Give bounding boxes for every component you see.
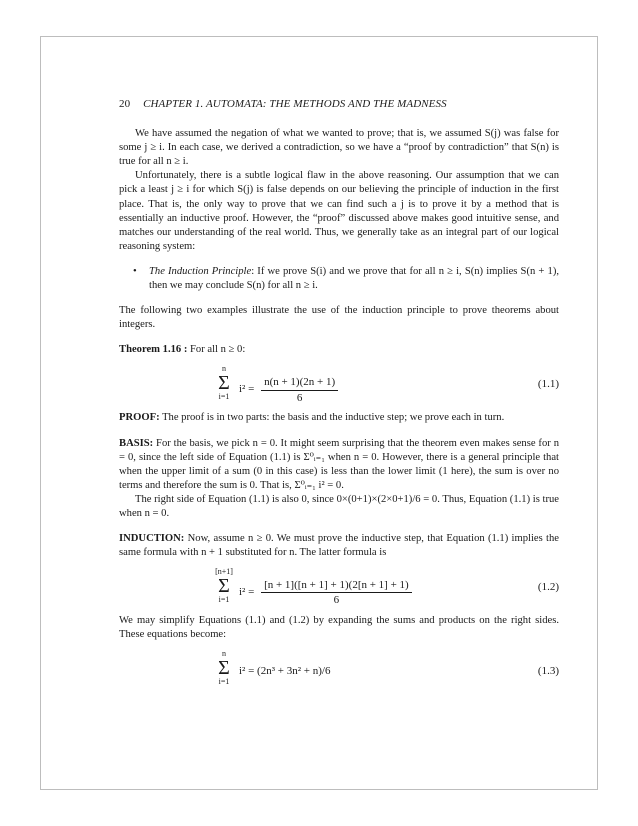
basis-text: For the basis, we pick n = 0. It might seem surprising that the theorem even makes sense for n = 0, since the left side of Equation (1.1) is Σ⁰ᵢ₌₁ when n = 0. However, there is a general principle that when the upper limit of a sum (0 in this case) is less than the lower limit (1 here), the sum is over no terms and therefore the sum is 0. That is, Σ⁰ᵢ₌₁ i² = 0.	[119, 437, 559, 491]
theorem-statement	[119, 343, 559, 357]
summation	[215, 650, 233, 686]
bullet-text: : If we prove S(i) and we prove that for all n ≥ i, S(n) implies S(n + 1), then we may conclude S(n) for all n ≥ i.	[149, 265, 559, 292]
numerator: n(n + 1)(2n + 1)	[261, 375, 338, 390]
theorem-text: For all n ≥ 0:	[187, 344, 246, 356]
fraction	[261, 375, 338, 404]
spacer	[119, 293, 559, 304]
basis-paragraph-2: The right side of Equation (1.1) is also 0, since 0×(0+1)×(2×0+1)/6 = 0. Thus, Equation (1.1) is true when n = 0.	[119, 493, 559, 519]
equation-rhs: i² = (2n³ + 3n² + n)/6	[239, 665, 331, 678]
running-title: CHAPTER 1. AUTOMATA: THE METHODS AND THE MADNESS	[143, 98, 447, 110]
sum-upper: n	[222, 649, 226, 659]
equation-body	[239, 578, 412, 607]
equation-lhs: i² =	[239, 586, 255, 599]
sum-lower: i=1	[218, 677, 230, 687]
running-header	[119, 97, 559, 111]
induction-text: Now, assume n ≥ 0. We must prove the inductive step, that Equation (1.1) implies the same formula with n + 1 substituted for n. The latter formula is	[119, 533, 559, 559]
equation-lhs: i² =	[239, 383, 255, 396]
spacer	[119, 426, 559, 437]
proof-label: PROOF:	[119, 412, 160, 424]
document-page	[40, 36, 598, 790]
equation-body	[239, 664, 330, 678]
induction-label: INDUCTION:	[119, 533, 185, 545]
spacer	[119, 254, 559, 265]
equation-1-1	[119, 365, 559, 403]
page-number: 20	[119, 98, 131, 110]
sum-upper: [n+1]	[215, 567, 233, 577]
sum-lower: i=1	[218, 595, 230, 605]
equation-tag: (1.1)	[537, 378, 559, 391]
proof-paragraph	[119, 411, 559, 425]
theorem-label: Theorem 1.16 :	[119, 344, 188, 356]
summation	[215, 568, 233, 604]
paragraph-4: We may simplify Equations (1.1) and (1.2) by expanding the sums and products on the right sides. These equations become:	[119, 615, 559, 641]
denominator: 6	[333, 594, 340, 607]
proof-text: The proof is in two parts: the basis and the inductive step; we prove each in turn.	[159, 412, 505, 424]
sum-upper: n	[222, 364, 226, 374]
equation-1-2	[119, 568, 559, 606]
basis-paragraph	[119, 437, 559, 493]
induction-principle-item	[119, 265, 559, 293]
sigma-icon: Σ	[218, 372, 230, 395]
sum-lower: i=1	[218, 392, 230, 402]
equation-tag: (1.2)	[537, 581, 559, 594]
bullet-icon: •	[133, 265, 137, 277]
page-content	[119, 97, 559, 696]
induction-paragraph	[119, 532, 559, 560]
sigma-icon: Σ	[218, 657, 230, 680]
bullet-label: The Induction Principle	[149, 265, 252, 277]
paragraph-2: Unfortunately, there is a subtle logical flaw in the above reasoning. Our assumption that we can pick a least j ≥ i for which S(j) is false depends on our believing the principle of induction in the first place. That is, the only way to prove that we can find such a j is to prove it by a method that is essentially an inductive proof. However, the “proof” discussed above makes good intuitive sense, and matches our understanding of the real world. Thus, we generally take as an integral part of our logical reasoning system:	[119, 170, 559, 252]
equation-1-3	[119, 650, 559, 688]
paragraph-3: The following two examples illustrate the use of the induction principle to prove theorems about integers.	[119, 305, 559, 331]
numerator: [n + 1]([n + 1] + 1)(2[n + 1] + 1)	[261, 578, 412, 593]
denominator: 6	[296, 391, 303, 404]
basis-label: BASIS:	[119, 437, 154, 449]
spacer	[119, 332, 559, 343]
paragraph-1: We have assumed the negation of what we wanted to prove; that is, we assumed S(j) was false for some j ≥ i. In each case, we derived a contradiction, so we have a “proof by contradiction” that S(n) is true for all n ≥ i.	[119, 128, 559, 168]
sigma-icon: Σ	[218, 575, 230, 598]
summation	[215, 365, 233, 401]
equation-body	[239, 375, 338, 404]
equation-tag: (1.3)	[537, 665, 559, 678]
fraction	[261, 578, 412, 607]
spacer	[119, 521, 559, 532]
